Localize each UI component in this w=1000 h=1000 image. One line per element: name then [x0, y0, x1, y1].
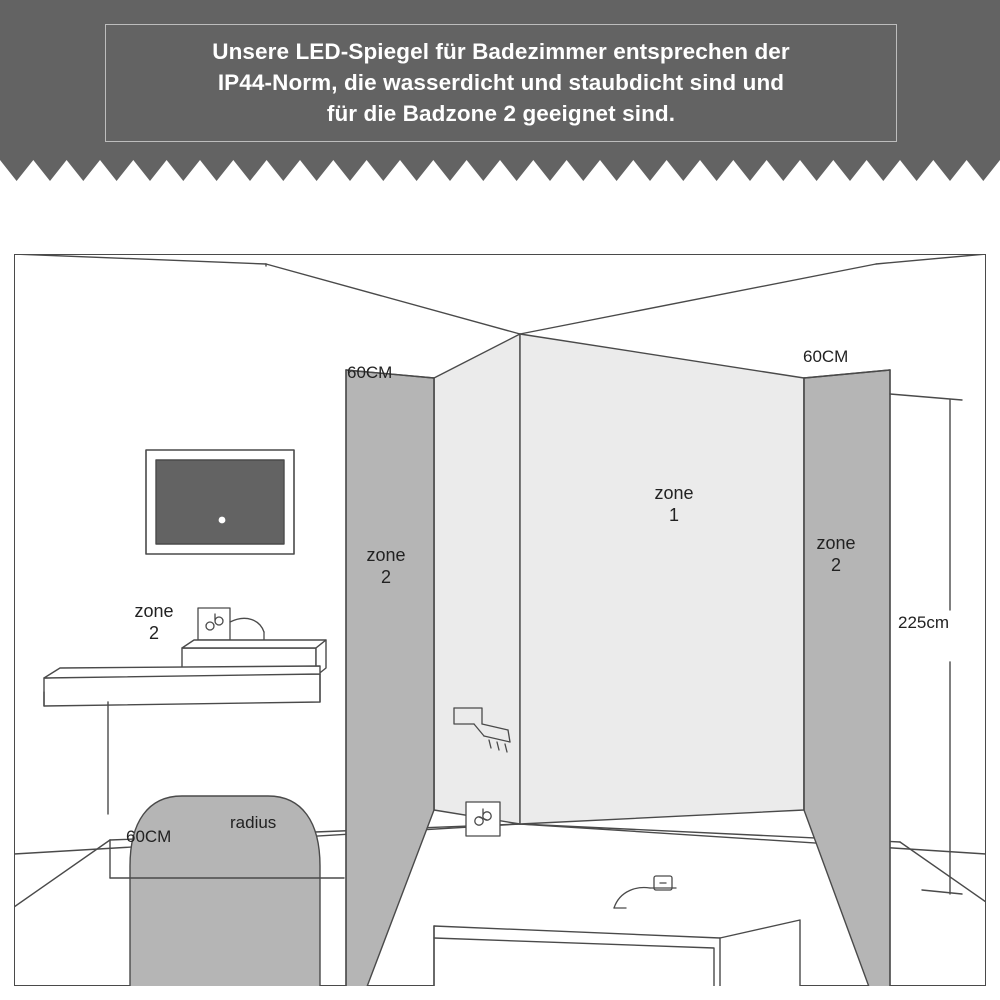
label-zone-2-right — [800, 532, 872, 576]
shower-mixer-icon — [466, 802, 500, 836]
zone1-region — [434, 334, 804, 824]
label-zone-2-vanity-name: zone — [134, 601, 174, 621]
label-zone-1-number: 1 — [668, 505, 679, 525]
label-60cm-right-shower: 60CM — [803, 347, 849, 366]
label-zone-2-left-name: zone — [366, 545, 406, 565]
banner-line-2: IP44-Norm, die wasserdicht und staubdicht sind und — [217, 70, 785, 95]
label-zone-2-right-number: 2 — [830, 555, 841, 575]
zone2-right-slab — [804, 370, 890, 986]
zone2-left-slab — [346, 370, 434, 986]
room-ceiling — [14, 254, 986, 334]
banner-line-3: für die Badzone 2 geeignet sind. — [326, 101, 676, 126]
label-zone-2-right-name: zone — [816, 533, 856, 553]
banner-line-1: Unsere LED-Spiegel für Badezimmer entsprechen der — [212, 39, 790, 64]
zone2-vanity-region — [130, 796, 320, 986]
label-60cm-left-shower: 60CM — [347, 363, 393, 382]
label-225cm-height: 225cm — [898, 613, 950, 632]
label-radius: radius — [230, 813, 277, 832]
label-60cm-floor: 60CM — [126, 827, 172, 846]
label-zone-1 — [638, 482, 710, 526]
label-zone-1-name: zone — [654, 483, 694, 503]
label-zone-2-left-number: 2 — [380, 567, 391, 587]
label-zone-2-left — [350, 544, 422, 588]
banner-text — [105, 36, 897, 129]
basin-tap-icon — [198, 608, 264, 640]
header-banner — [0, 0, 1000, 190]
vanity-counter — [44, 666, 320, 814]
banner-zigzag-edge — [0, 155, 1000, 189]
label-zone-2-vanity-number: 2 — [148, 623, 159, 643]
bathroom-zone-diagram — [14, 254, 986, 986]
dimension-height-225 — [890, 394, 962, 894]
label-zone-2-vanity — [118, 600, 190, 644]
mirror-icon — [146, 450, 294, 554]
bathtub-icon — [434, 920, 800, 986]
bathtub-tap-icon — [614, 876, 676, 908]
